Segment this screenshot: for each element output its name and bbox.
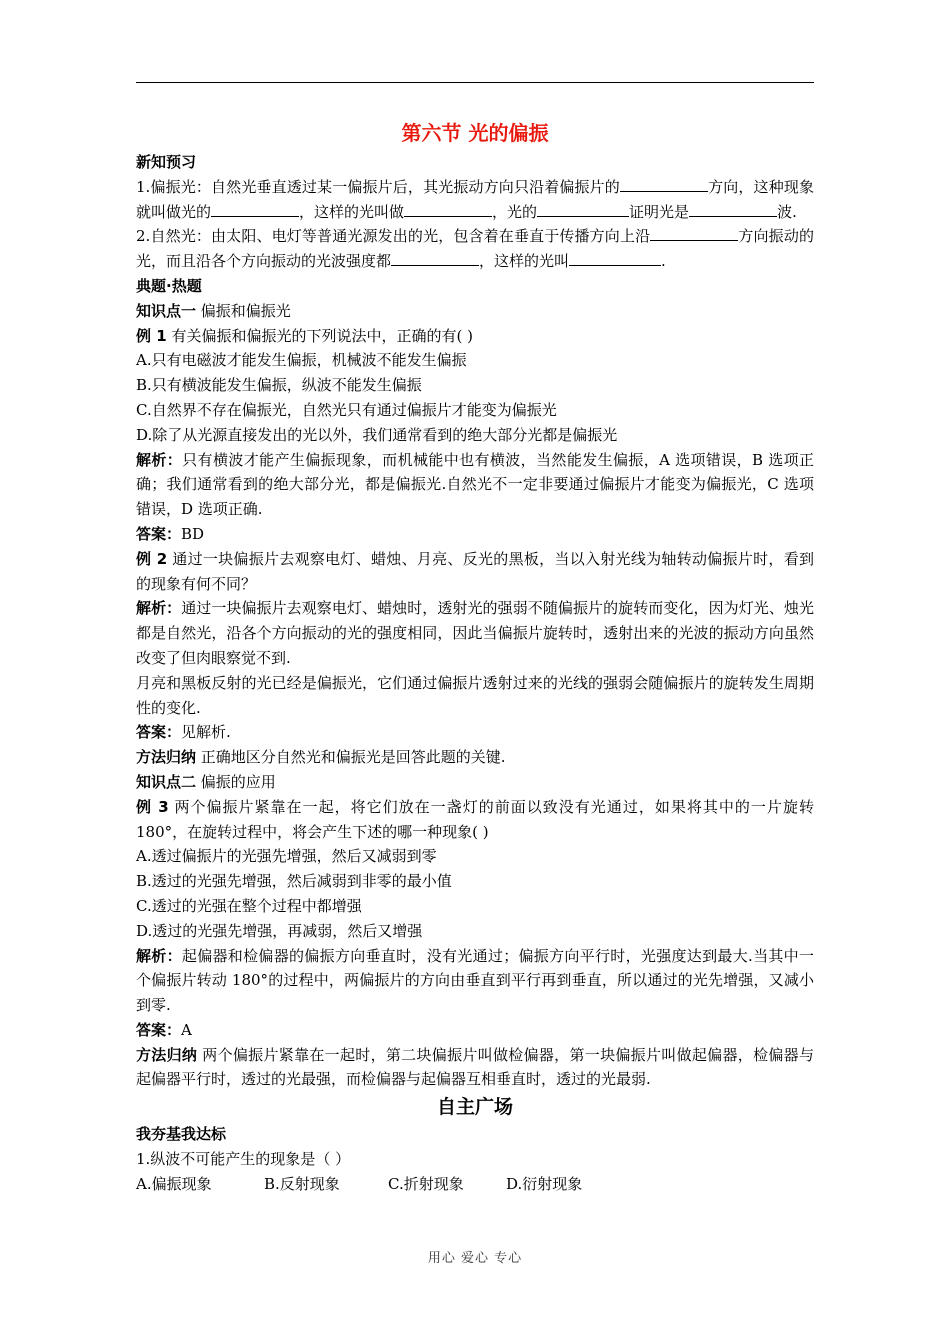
- preview-question-2: [136, 224, 814, 274]
- ex2-analysis-2: 月亮和黑板反射的光已经是偏振光，它们通过偏振片透射过来的光线的强弱会随偏振片的旋转发生周期性的变化.: [136, 673, 814, 717]
- ex3-stem: 两个偏振片紧靠在一起，将它们放在一盏灯的前面以致没有光通过，如果将其中的一片旋转 180°，在旋转过程中，将会产生下述的哪一种现象( ): [136, 797, 814, 841]
- page-title: 第六节 光的偏振: [401, 121, 549, 145]
- preview-question-1: [136, 175, 814, 225]
- ex1-option-a: A.只有电磁波才能发生偏振，机械波不能发生偏振: [136, 351, 467, 370]
- kp1-text: 偏振和偏振光: [200, 301, 291, 320]
- answer-blank[interactable]: [569, 249, 661, 266]
- ex1-option-d: D.除了从光源直接发出的光以外，我们通常看到的绝大部分光都是偏振光: [136, 425, 618, 444]
- ex1-analysis-text: 只有横波才能产生偏振现象，而机械能中也有横波，当然能发生偏振，A 选项错误，B 选项正确；我们通常看到的绝大部分光，都是偏振光.自然光不一定非要通过偏振片才能变为偏振光，C 选项错误，D 选项正确.: [136, 450, 814, 519]
- example-2-stem: [136, 547, 814, 597]
- ex1-analysis-label: 解析：: [136, 450, 183, 469]
- document-body: [136, 118, 814, 1197]
- self-heading: 自主广场: [436, 1096, 513, 1119]
- answer-blank[interactable]: [620, 175, 708, 192]
- self-q1-option-c: C.折射现象: [388, 1174, 464, 1193]
- self-subheading: 我夯基我达标: [136, 1125, 227, 1144]
- answer-blank[interactable]: [391, 249, 479, 266]
- ex2-answer: [136, 720, 814, 745]
- ex2-answer-text: 见解析.: [181, 723, 231, 742]
- ex2-method: [136, 745, 814, 770]
- ex1-answer-label: 答案：: [136, 524, 182, 543]
- answer-blank[interactable]: [650, 224, 738, 241]
- page-footer: 用心 爱心 专心: [427, 1251, 523, 1266]
- answer-blank[interactable]: [211, 200, 299, 217]
- example-3-stem: [136, 795, 814, 845]
- ex2-analysis-label: 解析：: [136, 599, 182, 618]
- answer-blank[interactable]: [689, 200, 721, 217]
- q1-text-6: 波.: [777, 202, 797, 221]
- example-1-stem: [136, 324, 814, 349]
- ex3-answer-label: 答案：: [136, 1020, 182, 1039]
- ex3-label: 例 3: [136, 797, 169, 816]
- answer-blank[interactable]: [721, 200, 777, 217]
- answer-blank[interactable]: [537, 200, 629, 217]
- ex2-answer-label: 答案：: [136, 723, 182, 742]
- self-q1-option-a: A.偏振现象: [136, 1174, 212, 1193]
- self-q1-options: [136, 1172, 814, 1197]
- knowledge-point-1: [136, 299, 814, 324]
- ex3-answer-text: A: [181, 1020, 192, 1039]
- ex2-label: 例 2: [136, 549, 168, 568]
- ex1-analysis: [136, 448, 814, 522]
- ex1-stem: 有关偏振和偏振光的下列说法中，正确的有( ): [171, 326, 473, 345]
- q1-text-2: 方向，这种现象就叫做光的: [136, 177, 814, 221]
- preview-heading: 新知预习: [136, 153, 197, 171]
- self-q1-option-b: B.反射现象: [264, 1174, 340, 1193]
- q1-text-1: 1.偏振光：自然光垂直透过某一偏振片后，其光振动方向只沿着偏振片的: [136, 177, 620, 196]
- kp1-label: 知识点一: [136, 301, 197, 320]
- q2-text-2: 方向振动的光，而且沿各个方向振动的光波强度都: [136, 227, 814, 271]
- ex1-label: 例 1: [136, 326, 167, 345]
- ex3-answer: [136, 1018, 814, 1043]
- ex2-stem: 通过一块偏振片去观察电灯、蜡烛、月亮、反光的黑板，当以入射光线为轴转动偏振片时，看到的现象有何不同？: [136, 549, 814, 593]
- knowledge-point-2: [136, 770, 814, 795]
- answer-blank[interactable]: [404, 200, 492, 217]
- ex3-analysis: [136, 944, 814, 1018]
- q2-text-3: ，这样的光叫: [479, 252, 570, 271]
- self-q1-stem: 1.纵波不可能产生的现象是（ ）: [136, 1150, 351, 1169]
- ex3-option-c: C.透过的光强在整个过程中都增强: [136, 896, 362, 915]
- ex3-method: [136, 1043, 814, 1093]
- ex1-option-c: C.自然界不存在偏振光，自然光只有通过偏振片才能变为偏振光: [136, 400, 557, 419]
- ex1-answer: [136, 522, 814, 547]
- self-q1-option-d: D.衍射现象: [506, 1174, 583, 1193]
- ex3-analysis-label: 解析：: [136, 946, 182, 965]
- kp2-label: 知识点二: [136, 772, 197, 791]
- ex2-analysis: [136, 596, 814, 670]
- q2-text-4: .: [661, 252, 666, 271]
- header-rule: [136, 82, 814, 83]
- kp2-text: 偏振的应用: [200, 772, 276, 791]
- ex2-method-label: 方法归纳: [136, 748, 197, 767]
- ex3-method-text: 两个偏振片紧靠在一起时，第二块偏振片叫做检偏器，第一块偏振片叫做起偏器，检偏器与起偏器平行时，透过的光最强，而检偏器与起偏器互相垂直时，透过的光最弱.: [136, 1045, 814, 1089]
- ex1-answer-text: BD: [181, 524, 205, 543]
- ex2-analysis-text: 通过一块偏振片去观察电灯、蜡烛时，透射光的强弱不随偏振片的旋转而变化，因为灯光、烛光都是自然光，沿各个方向振动的光的强度相同，因此当偏振片旋转时，透射出来的光波的振动方向虽然改变了但肉眼察觉不到.: [136, 599, 814, 667]
- ex3-option-d: D.透过的光强先增强，再减弱，然后又增强: [136, 921, 423, 940]
- ex3-analysis-text: 起偏器和检偏器的偏振方向垂直时，没有光通过；偏振方向平行时，光强度达到最大.当其中一个偏振片转动 180°的过程中，两偏振片的方向由垂直到平行再到垂直，所以通过的光先增强，又减小到零.: [136, 946, 814, 1015]
- typical-heading: 典题·热题: [136, 276, 202, 295]
- q1-text-3: ，这样的光叫做: [299, 202, 405, 221]
- ex3-option-b: B.透过的光强先增强，然后减弱到非零的最小值: [136, 872, 452, 891]
- ex3-method-label: 方法归纳: [136, 1045, 198, 1064]
- ex3-option-a: A.透过偏振片的光强先增强，然后又减弱到零: [136, 847, 437, 866]
- q1-text-4: ，光的: [492, 202, 538, 221]
- ex1-option-b: B.只有横波能发生偏振，纵波不能发生偏振: [136, 376, 422, 395]
- q1-text-5: 证明光是: [629, 202, 690, 221]
- ex2-method-text: 正确地区分自然光和偏振光是回答此题的关键.: [200, 748, 506, 767]
- q2-text-1: 2.自然光：由太阳、电灯等普通光源发出的光，包含着在垂直于传播方向上沿: [136, 227, 651, 246]
